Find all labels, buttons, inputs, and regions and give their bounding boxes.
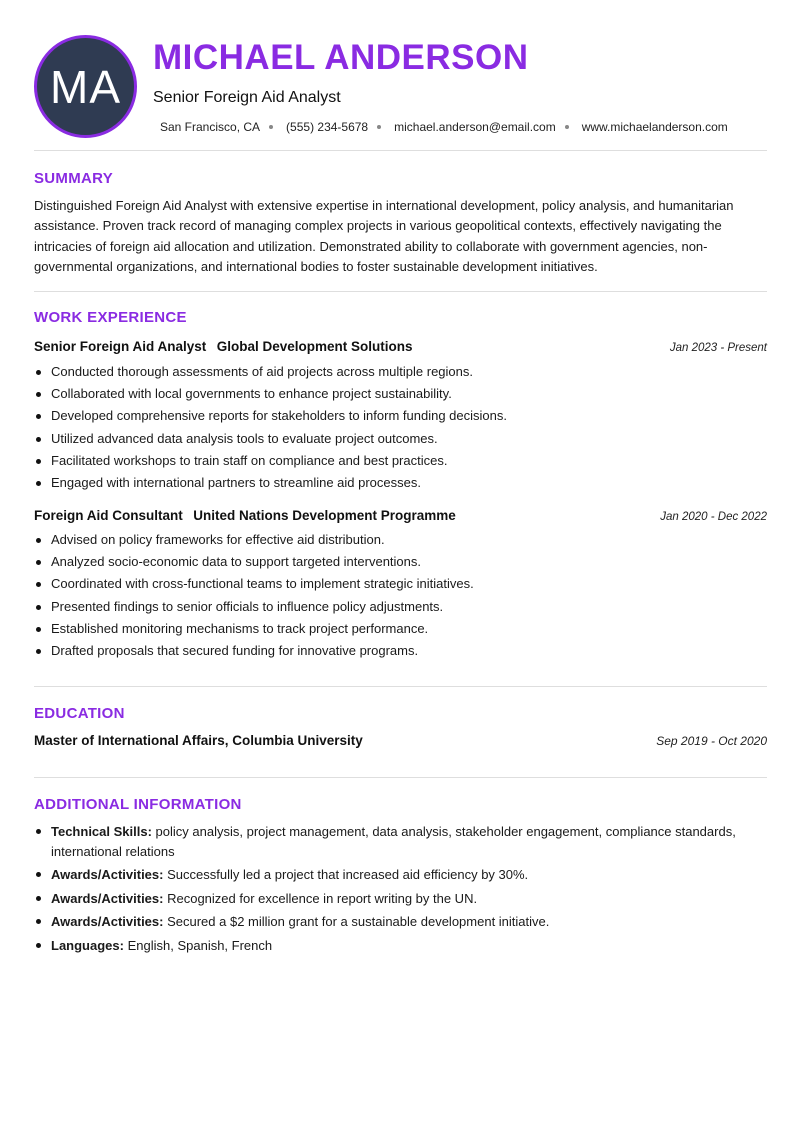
summary-text: Distinguished Foreign Aid Analyst with extensive expertise in international development, policy analysis, and humanitarian assistance. Proven track record of managing complex projects in various geopolitical contexts, effectively navigating the intricacies of foreign aid allocation and utilization. Demonstrated ability to collaborate with government agencies, non-governmental organizations, and international bodies to foster sustainable development initiatives. <box>34 198 734 274</box>
job-dates: Jan 2020 - Dec 2022 <box>660 511 767 523</box>
list-item <box>51 822 761 861</box>
item-label: Awards/Activities: <box>51 890 164 906</box>
list-item <box>51 936 761 956</box>
divider <box>34 150 767 151</box>
bullet-item: Presented findings to senior officials to influence policy adjustments. <box>51 596 761 618</box>
bullet-item: Collaborated with local governments to enhance project sustainability. <box>51 383 761 405</box>
contact-bar <box>160 120 760 134</box>
separator-dot-icon <box>269 125 273 129</box>
education-dates: Sep 2019 - Oct 2020 <box>656 734 767 748</box>
list-item <box>51 912 761 932</box>
bullet-item: Engaged with international partners to streamline aid processes. <box>51 472 761 494</box>
job-role: Senior Foreign Aid Analyst <box>34 339 207 354</box>
bullet-item: Advised on policy frameworks for effective aid distribution. <box>51 529 761 551</box>
bullet-item: Coordinated with cross-functional teams to implement strategic initiatives. <box>51 573 761 595</box>
contact-email[interactable]: michael.anderson@email.com <box>394 120 556 134</box>
job-header <box>34 507 767 525</box>
contact-location: San Francisco, CA <box>160 120 261 134</box>
item-value: Successfully led a project that increased aid efficiency by 30%. <box>167 867 529 882</box>
separator-dot-icon <box>565 125 569 129</box>
experience-heading: WORK EXPERIENCE <box>34 309 187 326</box>
item-value: policy analysis, project management, data analysis, stakeholder engagement, compliance standards, international relations <box>51 824 736 859</box>
divider <box>34 777 767 778</box>
candidate-name: MICHAEL ANDERSON <box>153 38 529 77</box>
list-item <box>51 865 761 885</box>
education-degree: Master of International Affairs, Columbia University <box>34 733 363 748</box>
summary-heading: SUMMARY <box>34 170 114 187</box>
job-dates: Jan 2023 - Present <box>669 342 767 354</box>
item-value: Recognized for excellence in report writing by the UN. <box>167 890 478 906</box>
divider <box>34 291 767 292</box>
item-value: English, Spanish, French <box>127 937 273 953</box>
additional-heading: ADDITIONAL INFORMATION <box>34 796 242 813</box>
contact-phone: (555) 234-5678 <box>286 120 369 134</box>
bullet-item: Facilitated workshops to train staff on compliance and best practices. <box>51 450 761 472</box>
candidate-title: Senior Foreign Aid Analyst <box>153 89 341 106</box>
bullet-item: Drafted proposals that secured funding for innovative programs. <box>51 640 761 662</box>
job-header <box>34 338 767 356</box>
bullet-item: Developed comprehensive reports for stakeholders to inform funding decisions. <box>51 405 761 427</box>
item-value: Secured a $2 million grant for a sustainable development initiative. <box>167 914 550 929</box>
bullet-item: Utilized advanced data analysis tools to evaluate project outcomes. <box>51 428 761 450</box>
item-label: Technical Skills: <box>51 824 152 839</box>
job-company: Global Development Solutions <box>216 339 413 354</box>
item-label: Awards/Activities: <box>51 867 164 882</box>
bullet-item: Analyzed socio-economic data to support targeted interventions. <box>51 551 761 573</box>
bullet-item: Established monitoring mechanisms to track project performance. <box>51 618 761 640</box>
education-heading: EDUCATION <box>34 705 125 722</box>
contact-website[interactable]: www.michaelanderson.com <box>581 120 728 134</box>
bullet-item: Conducted thorough assessments of aid projects across multiple regions. <box>51 361 761 383</box>
avatar-initials: MA <box>50 60 121 113</box>
item-label: Awards/Activities: <box>51 914 164 929</box>
job-company: United Nations Development Programme <box>193 508 456 523</box>
avatar <box>34 35 137 138</box>
additional-list <box>51 822 761 959</box>
separator-dot-icon <box>377 125 381 129</box>
list-item <box>51 889 761 909</box>
job-bullets <box>51 361 761 494</box>
item-label: Languages: <box>51 937 124 953</box>
divider <box>34 686 767 687</box>
job-role: Foreign Aid Consultant <box>34 508 183 523</box>
job-bullets <box>51 529 761 662</box>
education-entry <box>34 733 767 748</box>
